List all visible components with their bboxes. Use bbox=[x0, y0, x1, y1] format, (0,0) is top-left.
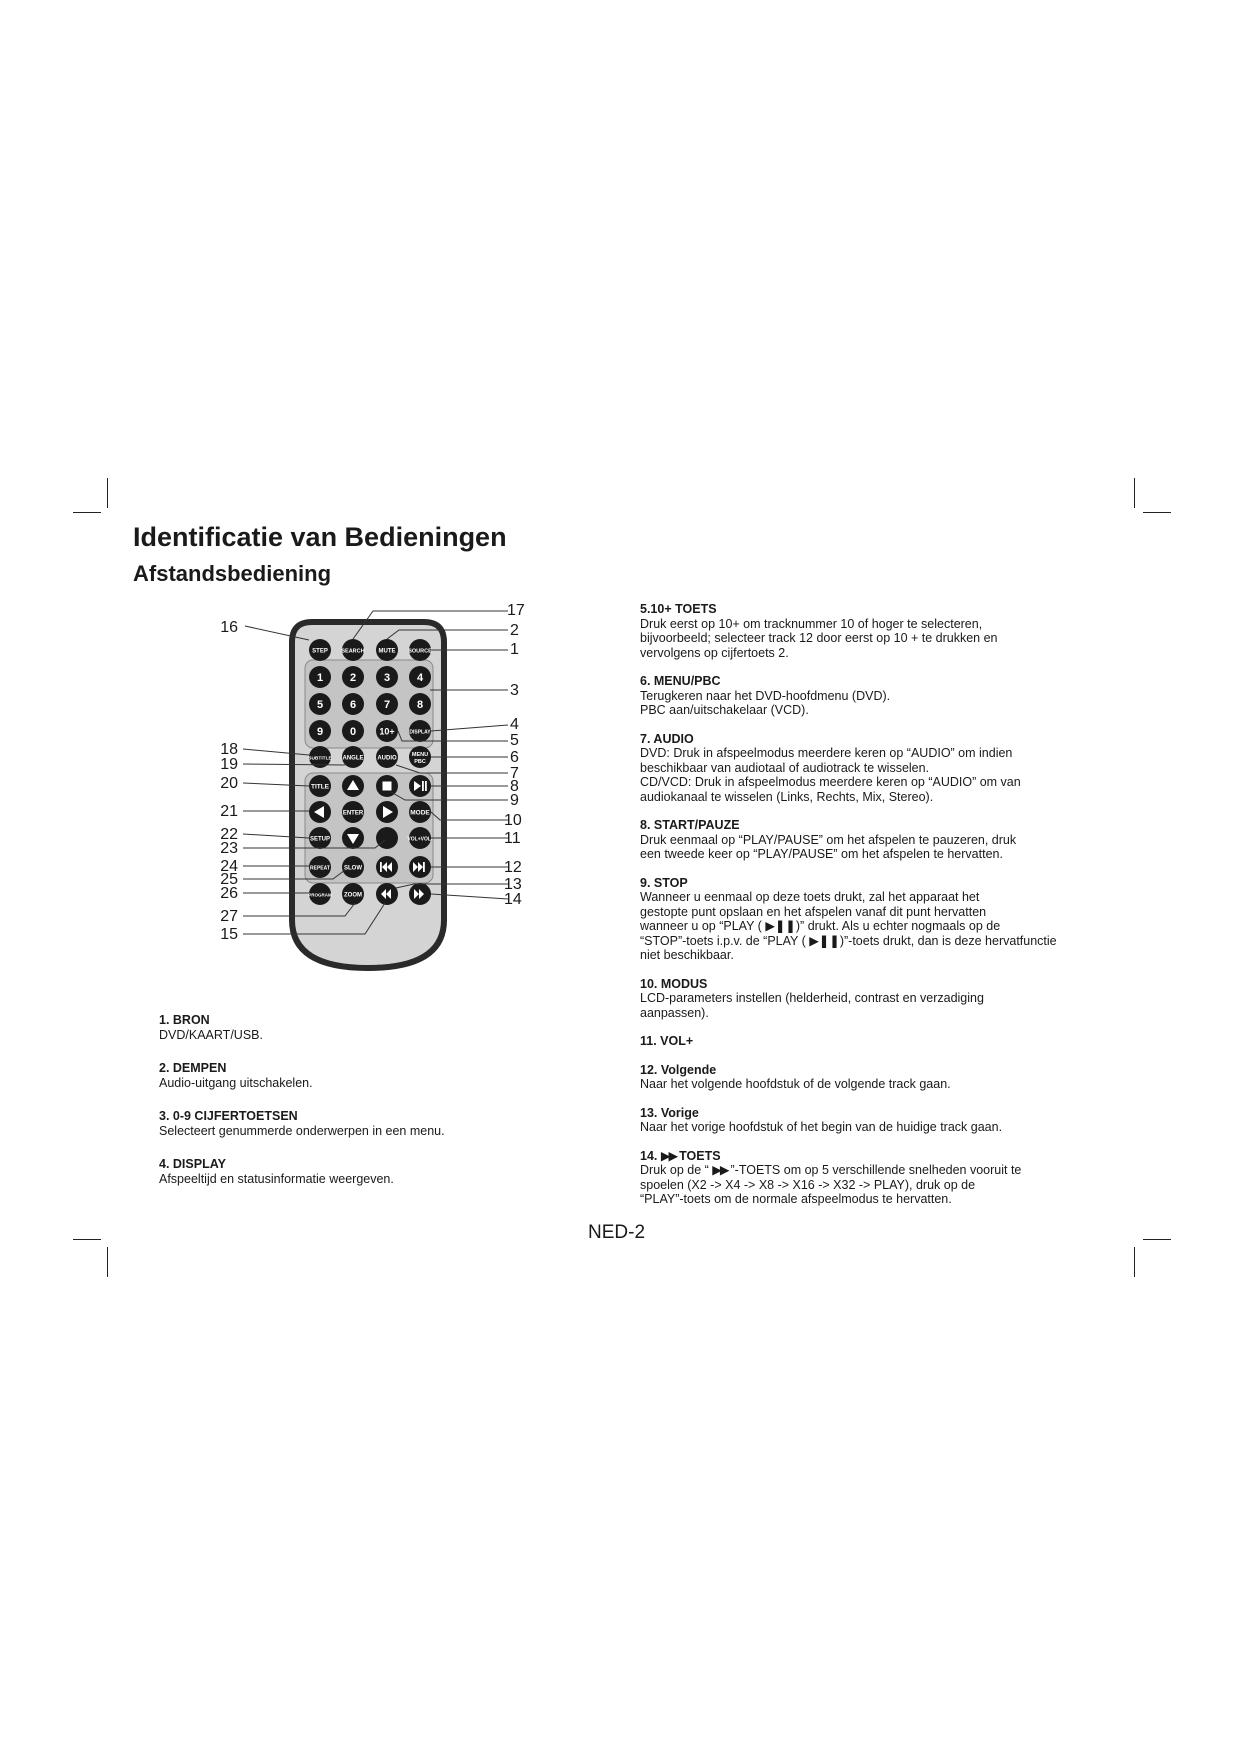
page-subtitle: Afstandsbediening bbox=[133, 561, 332, 586]
item-line: beschikbaar van audiotaal of audiotrack te wisselen. bbox=[640, 760, 930, 775]
item-heading: 1. BRON bbox=[159, 1013, 210, 1027]
zoom-button bbox=[342, 883, 364, 905]
mute-button bbox=[376, 639, 398, 661]
svg-text:PBC: PBC bbox=[414, 759, 426, 765]
enter-button bbox=[342, 801, 364, 823]
item-11 bbox=[640, 1034, 1090, 1049]
item-3 bbox=[159, 1109, 539, 1138]
svg-text:STEP: STEP bbox=[312, 648, 328, 655]
item-line: “STOP”-toets i.p.v. de “PLAY ( ▶❚❚)”-toets drukt, dan is deze hervatfunctie bbox=[640, 933, 1057, 948]
callout-26: 26 bbox=[220, 885, 238, 902]
callout-12: 12 bbox=[504, 859, 522, 876]
callout-21: 21 bbox=[220, 803, 238, 820]
svg-text:0: 0 bbox=[349, 726, 357, 738]
item-heading: 6. MENU/PBC bbox=[640, 674, 721, 688]
digit-6-button bbox=[342, 693, 364, 715]
callout-18: 18 bbox=[220, 741, 238, 758]
item-heading: 4. DISPLAY bbox=[159, 1157, 226, 1171]
ten-plus-button bbox=[376, 720, 398, 742]
vol-minus-button bbox=[376, 827, 398, 849]
crop-mark-top-right-v bbox=[1134, 478, 1135, 508]
mode-button bbox=[409, 801, 431, 823]
item-1 bbox=[159, 1013, 539, 1042]
item-line: vervolgens op cijfertoets 2. bbox=[640, 645, 789, 660]
item-text: Afspeeltijd en statusinformatie weergeven. bbox=[159, 1171, 394, 1186]
item-line: Druk eenmaal op “PLAY/PAUSE” om het afspelen te pauzeren, druk bbox=[640, 832, 1017, 847]
item-5 bbox=[640, 602, 1090, 660]
svg-text:AUDIO: AUDIO bbox=[377, 755, 397, 762]
svg-text:DISPLAY: DISPLAY bbox=[409, 729, 431, 736]
previous-icon bbox=[380, 862, 382, 872]
crop-mark-bottom-right-h bbox=[1143, 1239, 1171, 1240]
play-pause-button bbox=[409, 775, 431, 797]
svg-text:PROGRAM: PROGRAM bbox=[308, 892, 332, 898]
fast-forward-button bbox=[409, 883, 431, 905]
callout-24: 24 bbox=[220, 858, 238, 875]
item-line: audiokanaal te wisselen (Links, Rechts, Mix, Stereo). bbox=[640, 789, 934, 804]
callout-2: 2 bbox=[510, 622, 519, 639]
item-line: bijvoorbeeld; selecteer track 12 door eerst op 10 + te drukken en bbox=[640, 631, 998, 645]
repeat-button bbox=[309, 856, 331, 878]
item-line: spoelen (X2 -> X4 -> X8 -> X16 -> X32 -> PLAY), druk op de bbox=[640, 1177, 976, 1192]
digit-4-button bbox=[409, 666, 431, 688]
page-title: Identificatie van Bedieningen bbox=[133, 522, 507, 552]
item-line: aanpassen). bbox=[640, 1005, 709, 1020]
digit-5-button bbox=[309, 693, 331, 715]
item-heading: 12. Volgende bbox=[640, 1062, 717, 1077]
setup-button bbox=[309, 827, 331, 849]
callout-22: 22 bbox=[220, 826, 238, 843]
item-14 bbox=[640, 1149, 1090, 1207]
crop-mark-top-right-h bbox=[1143, 512, 1171, 513]
fast-forward-icon: ▶▶ bbox=[660, 1148, 677, 1163]
callout-17: 17 bbox=[507, 602, 525, 619]
svg-text:SUBTITLE: SUBTITLE bbox=[308, 756, 332, 762]
svg-text:8: 8 bbox=[416, 699, 424, 711]
svg-text:VOL+VOL-: VOL+VOL- bbox=[407, 836, 433, 843]
svg-text:SLOW: SLOW bbox=[344, 865, 362, 872]
digit-9-button bbox=[309, 720, 331, 742]
item-13 bbox=[640, 1106, 1090, 1135]
previous-button bbox=[376, 856, 398, 878]
item-2 bbox=[159, 1061, 539, 1090]
up-arrow-button bbox=[342, 775, 364, 797]
callout-27: 27 bbox=[220, 908, 238, 925]
item-heading: 2. DEMPEN bbox=[159, 1061, 227, 1075]
page-number: NED-2 bbox=[588, 1222, 646, 1243]
svg-text:3: 3 bbox=[383, 672, 391, 684]
left-arrow-button bbox=[309, 801, 331, 823]
callout-7: 7 bbox=[510, 765, 519, 782]
play-pause-icon: ▶❚❚ bbox=[809, 933, 840, 948]
item-heading: 3. 0-9 CIJFERTOETSEN bbox=[159, 1109, 298, 1123]
item-6 bbox=[640, 674, 1090, 718]
item-line: LCD-parameters instellen (helderheid, contrast en verzadiging bbox=[640, 991, 984, 1005]
item-9 bbox=[640, 876, 1090, 963]
rewind-button bbox=[376, 883, 398, 905]
callout-8: 8 bbox=[510, 778, 519, 795]
digit-2-button bbox=[342, 666, 364, 688]
item-heading: 7. AUDIO bbox=[640, 731, 694, 746]
menu-pbc-button bbox=[409, 746, 431, 768]
item-text: Selecteert genummerde onderwerpen in een menu. bbox=[159, 1123, 445, 1138]
item-line: Naar het volgende hoofdstuk of de volgende track gaan. bbox=[640, 1077, 951, 1091]
item-line: gestopte punt opslaan en het afspelen vanaf dit punt hervatten bbox=[640, 904, 987, 919]
callout-15: 15 bbox=[220, 926, 238, 943]
digit-1-button bbox=[309, 666, 331, 688]
callout-3: 3 bbox=[510, 682, 519, 699]
item-line: Wanneer u eenmaal op deze toets drukt, zal het apparaat het bbox=[640, 890, 980, 904]
svg-text:1: 1 bbox=[316, 672, 324, 684]
item-line: niet beschikbaar. bbox=[640, 948, 734, 962]
svg-text:SEARCH: SEARCH bbox=[341, 648, 365, 655]
digit-0-button bbox=[342, 720, 364, 742]
callout-9: 9 bbox=[510, 792, 519, 809]
item-line: DVD: Druk in afspeelmodus meerdere keren op “AUDIO” om indien bbox=[640, 746, 1013, 760]
callout-11: 11 bbox=[504, 830, 521, 847]
svg-text:MUTE: MUTE bbox=[378, 648, 396, 655]
callout-13: 13 bbox=[504, 876, 522, 893]
item-line: “PLAY”-toets om de normale afspeelmodus te hervatten. bbox=[640, 1192, 952, 1206]
item-7 bbox=[640, 732, 1090, 805]
item-line: Terugkeren naar het DVD-hoofdmenu (DVD). bbox=[640, 688, 891, 703]
svg-text:4: 4 bbox=[416, 672, 424, 684]
callout-1: 1 bbox=[510, 641, 519, 658]
item-line: wanneer u op “PLAY ( ▶❚❚)” drukt. Als u echter nogmaals op de bbox=[640, 919, 1001, 933]
item-heading: 5.10+ TOETS bbox=[640, 602, 717, 616]
digit-8-button bbox=[409, 693, 431, 715]
step-button bbox=[309, 639, 331, 661]
crop-mark-bottom-left-v bbox=[107, 1247, 108, 1277]
svg-text:10+: 10+ bbox=[379, 726, 395, 737]
item-line: Druk op de “ ▶▶ ”-TOETS om op 5 verschillende snelheden vooruit te bbox=[640, 1163, 1022, 1177]
item-4 bbox=[159, 1157, 539, 1186]
svg-text:SETUP: SETUP bbox=[309, 836, 331, 843]
item-line: Druk eerst op 10+ om tracknummer 10 of hoger te selecteren, bbox=[640, 616, 983, 631]
item-line: een tweede keer op “PLAY/PAUSE” om het afspelen te hervatten. bbox=[640, 847, 1003, 861]
callout-6: 6 bbox=[510, 749, 519, 766]
item-10 bbox=[640, 977, 1090, 1021]
item-heading: 11. VOL+ bbox=[640, 1034, 694, 1048]
crop-mark-bottom-right-v bbox=[1134, 1247, 1135, 1277]
crop-mark-bottom-left-h bbox=[73, 1239, 101, 1240]
callout-16: 16 bbox=[220, 619, 238, 636]
svg-text:9: 9 bbox=[316, 726, 324, 738]
callout-10: 10 bbox=[504, 812, 522, 829]
angle-button bbox=[342, 746, 364, 768]
svg-text:ANGLE: ANGLE bbox=[342, 755, 364, 762]
item-heading: 8. START/PAUZE bbox=[640, 818, 740, 832]
item-heading: 14. ▶▶ TOETS bbox=[640, 1148, 721, 1163]
svg-text:TITLE: TITLE bbox=[310, 783, 330, 791]
stop-icon bbox=[383, 782, 392, 791]
svg-text:ENTER: ENTER bbox=[342, 810, 364, 817]
item-text: DVD/KAART/USB. bbox=[159, 1027, 263, 1042]
svg-text:REPEAT: REPEAT bbox=[310, 865, 330, 872]
callout-19: 19 bbox=[220, 756, 238, 773]
svg-text:6: 6 bbox=[349, 699, 357, 711]
svg-text:SOURCE: SOURCE bbox=[408, 648, 432, 655]
item-line: CD/VCD: Druk in afspeelmodus meerdere keren op “AUDIO” om van bbox=[640, 775, 1021, 789]
item-12 bbox=[640, 1063, 1090, 1092]
right-arrow-button bbox=[376, 801, 398, 823]
item-8 bbox=[640, 818, 1090, 862]
next-button bbox=[409, 856, 431, 878]
digit-7-button bbox=[376, 693, 398, 715]
callout-20: 20 bbox=[220, 775, 238, 792]
item-line: PBC aan/uitschakelaar (VCD). bbox=[640, 703, 809, 717]
fast-forward-icon: ▶▶ bbox=[712, 1163, 728, 1177]
item-heading: 9. STOP bbox=[640, 875, 688, 890]
callout-23: 23 bbox=[220, 840, 238, 857]
audio-button bbox=[376, 746, 398, 768]
play-pause-icon: ▶❚❚ bbox=[765, 919, 796, 933]
item-text: Audio-uitgang uitschakelen. bbox=[159, 1075, 313, 1090]
svg-text:7: 7 bbox=[383, 699, 391, 711]
svg-text:ZOOM: ZOOM bbox=[344, 892, 362, 899]
svg-text:MODE: MODE bbox=[410, 809, 430, 817]
item-heading: 10. MODUS bbox=[640, 976, 708, 991]
callout-25: 25 bbox=[220, 871, 238, 888]
remote-control-diagram bbox=[200, 595, 540, 975]
callout-14: 14 bbox=[504, 891, 522, 908]
svg-text:5: 5 bbox=[316, 699, 324, 711]
callout-4: 4 bbox=[510, 716, 519, 733]
crop-mark-top-left-h bbox=[73, 512, 101, 513]
svg-text:MENU: MENU bbox=[411, 752, 429, 758]
down-arrow-button bbox=[342, 827, 364, 849]
item-heading: 13. Vorige bbox=[640, 1105, 699, 1120]
right-description-column bbox=[640, 602, 1090, 1221]
slow-button bbox=[342, 856, 364, 878]
svg-text:2: 2 bbox=[349, 672, 357, 684]
digit-3-button bbox=[376, 666, 398, 688]
title-button bbox=[309, 775, 331, 797]
callout-5: 5 bbox=[510, 732, 519, 749]
left-description-column bbox=[159, 1013, 539, 1200]
crop-mark-top-left-v bbox=[107, 478, 108, 508]
item-line: Naar het vorige hoofdstuk of het begin van de huidige track gaan. bbox=[640, 1120, 1003, 1134]
